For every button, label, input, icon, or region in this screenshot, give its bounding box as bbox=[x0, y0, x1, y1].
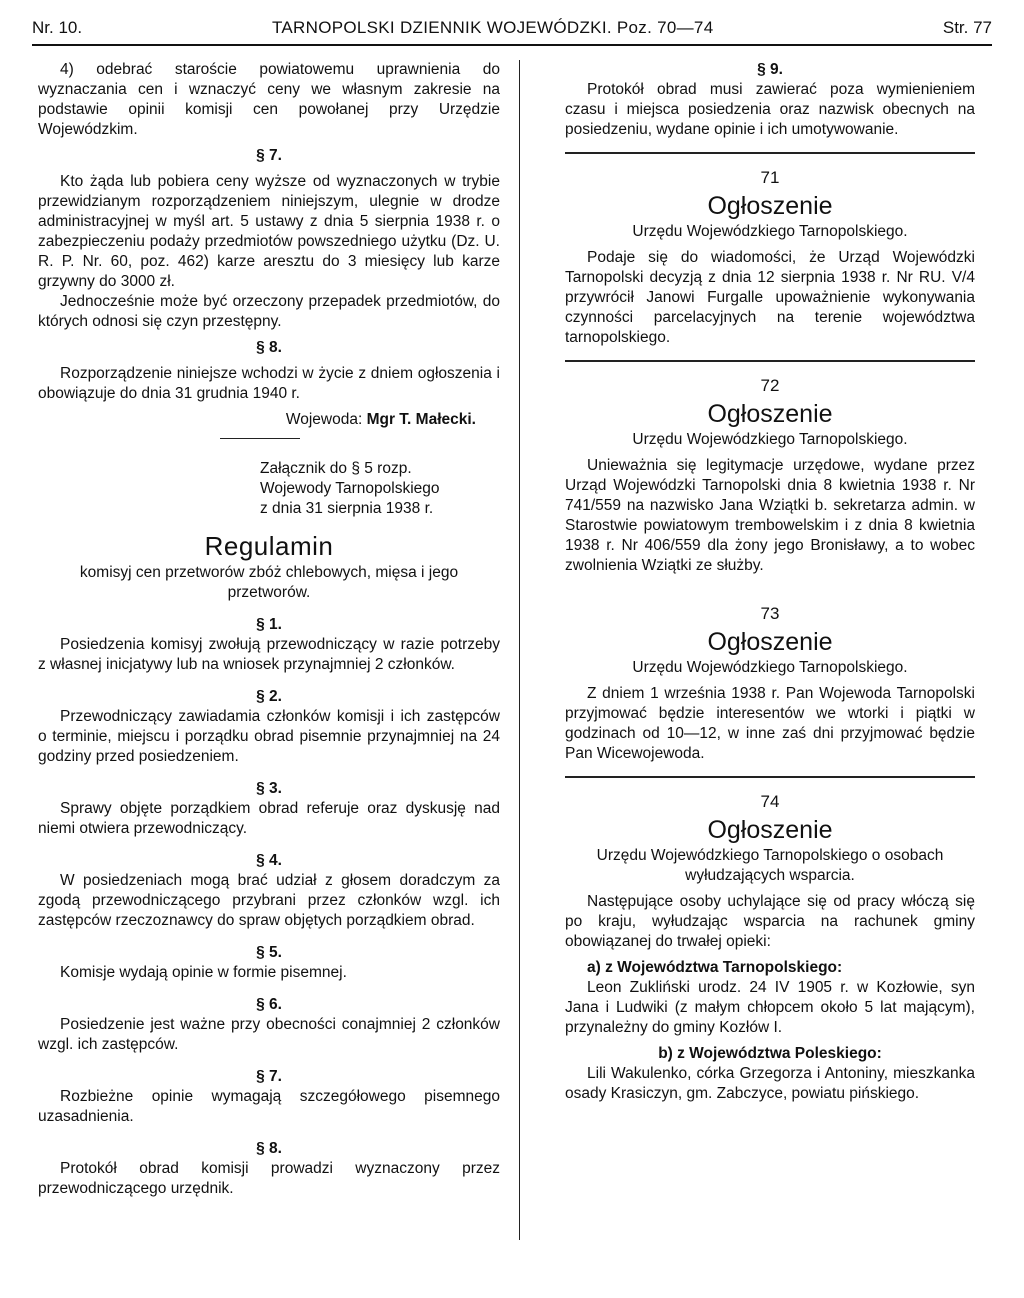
paragraph: 4) odebrać staroście powiatowemu uprawnienia do wyznaczania cen i wznaczyć ceny we własnym zakresie na podstawie opinii komisji cen powołanej przy Urzędzie Wojewódzkim. bbox=[38, 61, 500, 138]
paragraph: Z dniem 1 września 1938 r. Pan Wojewoda Tarnopolski przyjmować będzie interesentów we wtorki i piątki w godzinach od 10—12, w inne zaś dni przyjmować będzie Pan Wicewojewoda. bbox=[565, 685, 975, 762]
paragraph: Protokół obrad musi zawierać poza wymienieniem czasu i miejsca posiedzenia oraz nazwisk obecnych na posiedzeniu, wydane opinie i ich umotywowanie. bbox=[565, 81, 975, 138]
paragraph: Kto żąda lub pobiera ceny wyższe od wyznaczonych w trybie przewidzianym rozporządzeniem niniejszym, ulegnie w drodze administracyjnej w myśl art. 5 ustawy z dnia 5 sierpnia 1938 r. o zabezpieczeniu podaży przedmiotów powszedniego użytku (Dz. U. R. P. Nr. 60, poz. 462) karze aresztu do 3 miesięcy lub karze grzywny do 3000 zł. bbox=[38, 173, 500, 290]
annex-line: z dnia 31 sierpnia 1938 r. bbox=[260, 500, 434, 517]
regulation-title: Regulamin bbox=[204, 531, 334, 561]
paragraph: W posiedzeniach mogą brać udział z głosem doradczym za zgodą przewodniczącego przybrani przez członków wzgl. ich zastępców rzeczoznawcy do spraw objętych porządkiem obrad. bbox=[38, 872, 500, 929]
paragraph: Rozbieżne opinie wymagają szczegółowego pisemnego uzasadnienia. bbox=[38, 1088, 500, 1125]
divider bbox=[220, 438, 300, 439]
journal-title: TARNOPOLSKI DZIENNIK WOJEWÓDZKI. Poz. 70—74 bbox=[272, 18, 714, 37]
paragraph: Rozporządzenie niniejsze wchodzi w życie z dniem ogłoszenia i obowiązuje do dnia 31 grudnia 1940 r. bbox=[38, 365, 500, 402]
subsection-heading: a) z Województwa Tarnopolskiego: bbox=[587, 959, 843, 976]
page-number: Str. 77 bbox=[942, 18, 992, 37]
notice-issuer: Urzędu Wojewódzkiego Tarnopolskiego. bbox=[632, 431, 908, 448]
paragraph: Posiedzenia komisyj zwołują przewodniczący w razie potrzeby z własnej inicjatywy lub na wniosek przynajmniej 2 członków. bbox=[38, 636, 500, 673]
right-column bbox=[565, 60, 975, 1104]
paragraph: Unieważnia się legitymacje urzędowe, wydane przez Urząd Wojewódzki Tarnopolski dnia 8 kwietnia 1938 r. Nr 741/559 na nazwisko Jana Wziątki b. sekretarza admin. w Starostwie powiatowym trembowelskim i z dnia 8 kwietnia 1938 r. Nr 406/559 dla żony jego Bronisławy, a to wobec zwolnienia Wziątki ze służby. bbox=[565, 457, 975, 574]
paragraph: Protokół obrad komisji prowadzi wyznaczony przez przewodniczącego urzędnik. bbox=[38, 1160, 500, 1197]
notice-number: 71 bbox=[760, 168, 780, 187]
notice-issuer: Urzędu Wojewódzkiego Tarnopolskiego. bbox=[632, 223, 908, 240]
section-heading: § 7. bbox=[256, 1068, 282, 1085]
signature-name: Mgr T. Małecki. bbox=[366, 411, 476, 428]
notice-number: 72 bbox=[760, 376, 780, 395]
paragraph: Jednocześnie może być orzeczony przepadek przedmiotów, do których odnosi się czyn przestępny. bbox=[38, 293, 500, 330]
issue-number: Nr. 10. bbox=[32, 18, 83, 37]
paragraph: Sprawy objęte porządkiem obrad referuje oraz dyskusję nad niemi otwiera przewodniczący. bbox=[38, 800, 500, 837]
paragraph: Lili Wakulenko, córka Grzegorza i Antoniny, mieszkanka osady Krasiczyn, gm. Zabczyce, powiatu pińskiego. bbox=[565, 1065, 975, 1102]
section-heading: § 4. bbox=[256, 852, 282, 869]
section-heading: § 9. bbox=[757, 61, 783, 78]
section-heading: § 2. bbox=[256, 688, 282, 705]
notice-title: Ogłoszenie bbox=[707, 816, 833, 844]
section-heading: § 7. bbox=[256, 147, 282, 164]
notice-number: 73 bbox=[760, 604, 780, 623]
notice-issuer: Urzędu Wojewódzkiego Tarnopolskiego o osobach wyłudzających wsparcia. bbox=[596, 847, 944, 884]
notice-title: Ogłoszenie bbox=[707, 400, 833, 428]
regulation-subtitle: komisyj cen przetworów zbóż chlebowych, mięsa i jego przetworów. bbox=[79, 564, 459, 601]
section-heading: § 8. bbox=[256, 1140, 282, 1157]
annex-line: Załącznik do § 5 rozp. bbox=[260, 460, 412, 477]
section-heading: § 6. bbox=[256, 996, 282, 1013]
paragraph: Posiedzenie jest ważne przy obecności conajmniej 2 członków wzgl. ich zastępców. bbox=[38, 1016, 500, 1053]
paragraph: Komisje wydają opinie w formie pisemnej. bbox=[60, 964, 347, 981]
column-divider bbox=[519, 60, 520, 1240]
paragraph: Następujące osoby uchylające się od pracy włóczą się po kraju, wyłudzając wsparcia na rachunek gminy obowiązanej do trwałej opieki: bbox=[565, 893, 975, 950]
section-heading: § 1. bbox=[256, 616, 282, 633]
divider bbox=[565, 360, 975, 362]
page-header bbox=[32, 14, 992, 46]
signature-label: Wojewoda: bbox=[285, 411, 363, 428]
divider bbox=[565, 152, 975, 154]
section-heading: § 8. bbox=[256, 339, 282, 356]
section-heading: § 3. bbox=[256, 780, 282, 797]
annex-line: Wojewody Tarnopolskiego bbox=[260, 480, 440, 497]
notice-number: 74 bbox=[760, 792, 780, 811]
subsection-heading: b) z Województwa Poleskiego: bbox=[658, 1045, 882, 1062]
notice-issuer: Urzędu Wojewódzkiego Tarnopolskiego. bbox=[632, 659, 908, 676]
notice-title: Ogłoszenie bbox=[707, 628, 833, 656]
paragraph: Leon Zukliński urodz. 24 IV 1905 r. w Kozłowie, syn Jana i Ludwiki (z małym chłopcem około 5 lat mającym), przynależny do gminy Kozłów I. bbox=[565, 979, 975, 1036]
left-column bbox=[38, 60, 500, 1199]
section-heading: § 5. bbox=[256, 944, 282, 961]
signature bbox=[38, 410, 500, 430]
divider bbox=[565, 776, 975, 778]
paragraph: Podaje się do wiadomości, że Urząd Wojewódzki Tarnopolski decyzją z dnia 12 sierpnia 1938 r. Nr RU. V/4 przywrócił Janowi Furgalle upoważnienie wykonywania czynności parcelacyjnych na terenie województwa tarnopolskiego. bbox=[565, 249, 975, 346]
notice-title: Ogłoszenie bbox=[707, 192, 833, 220]
annex-note bbox=[260, 459, 500, 519]
paragraph: Przewodniczący zawiadamia członków komisji i ich zastępców o terminie, miejscu i porządku obrad pisemnie przynajmniej na 24 godziny przed posiedzeniem. bbox=[38, 708, 500, 765]
